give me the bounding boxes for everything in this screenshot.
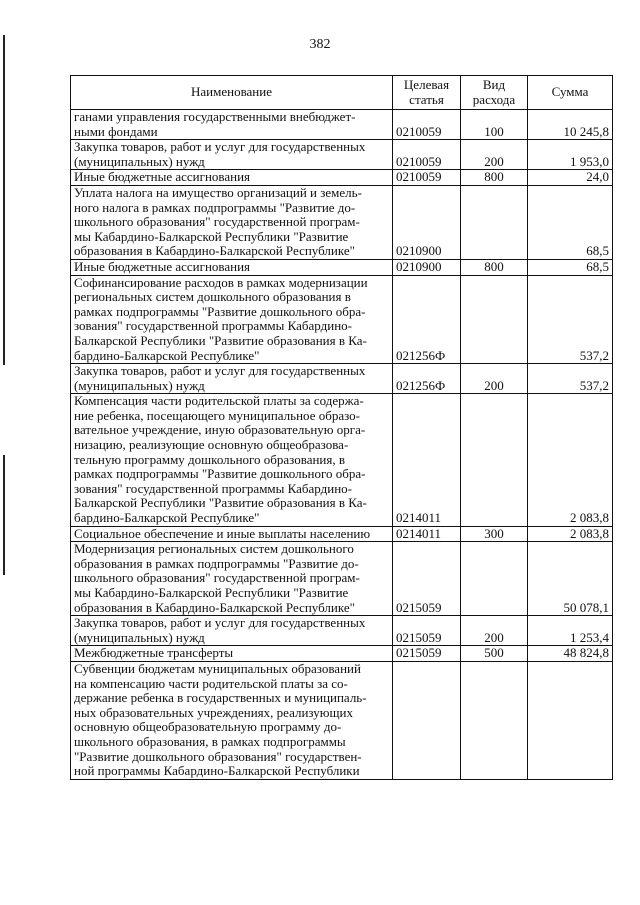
cell-name: Социальное обеспечение и иные выплаты населению bbox=[71, 526, 393, 542]
cell-sum bbox=[528, 661, 613, 779]
cell-code bbox=[393, 661, 461, 779]
cell-kind bbox=[461, 275, 528, 364]
table-row bbox=[71, 646, 613, 662]
cell-code: 021256Ф bbox=[393, 275, 461, 364]
table-row bbox=[71, 661, 613, 779]
table-row bbox=[71, 110, 613, 140]
cell-sum: 537,2 bbox=[528, 364, 613, 394]
cell-name: Закупка товаров, работ и услуг для государственных (муниципальных) нужд bbox=[71, 364, 393, 394]
cell-code: 0215059 bbox=[393, 542, 461, 616]
cell-sum: 1 953,0 bbox=[528, 140, 613, 170]
cell-code: 0210900 bbox=[393, 259, 461, 275]
cell-sum: 10 245,8 bbox=[528, 110, 613, 140]
header-sum: Сумма bbox=[528, 76, 613, 110]
cell-name: Софинансирование расходов в рамках модернизации региональных систем дошкольного образования в рамках подпрограммы "Развитие дошкольного обра- зования" государственной программы Кабардино- Балкарской Республики "Развитие образования в Ка- бардино-Балкарской Республике" bbox=[71, 275, 393, 364]
cell-code: 0214011 bbox=[393, 394, 461, 526]
header-row bbox=[71, 76, 613, 110]
cell-code: 0210059 bbox=[393, 170, 461, 186]
cell-sum: 68,5 bbox=[528, 259, 613, 275]
margin-mark-top bbox=[3, 35, 5, 365]
table-row bbox=[71, 526, 613, 542]
cell-kind: 800 bbox=[461, 170, 528, 186]
cell-code: 0210900 bbox=[393, 185, 461, 259]
header-code: Целевая статья bbox=[393, 76, 461, 110]
cell-kind: 800 bbox=[461, 259, 528, 275]
cell-code: 0214011 bbox=[393, 526, 461, 542]
cell-name: Закупка товаров, работ и услуг для государственных (муниципальных) нужд bbox=[71, 616, 393, 646]
cell-kind: 200 bbox=[461, 140, 528, 170]
margin-mark-bottom bbox=[3, 455, 5, 575]
cell-name: Субвенции бюджетам муниципальных образований на компенсацию части родительской платы за со- держание ребенка в государственных и муниципаль- ных образовательных учреждениях, реализующих основную общеобразовательную программу до- школьного образования, в рамках подпрограммы "Развитие дошкольного образования" государствен- ной программы Кабардино-Балкарской Республики bbox=[71, 661, 393, 779]
table-row bbox=[71, 275, 613, 364]
cell-sum: 2 083,8 bbox=[528, 526, 613, 542]
table-row bbox=[71, 140, 613, 170]
cell-sum: 68,5 bbox=[528, 185, 613, 259]
cell-name: Уплата налога на имущество организаций и земель- ного налога в рамках подпрограммы "Развитие до- школьного образования" государственной програм- мы Кабардино-Балкарской Республики "Развитие образования в Кабардино-Балкарской Республике" bbox=[71, 185, 393, 259]
cell-name: Иные бюджетные ассигнования bbox=[71, 170, 393, 186]
cell-sum: 1 253,4 bbox=[528, 616, 613, 646]
cell-name: Компенсация части родительской платы за содержа- ние ребенка, посещающего муниципальное образо- вательное учреждение, иную образовательную орга- низацию, реализующие основную общеобразова- тельную программу дошкольного образования, в рамках подпрограммы "Развитие дошкольного обра- зования" государственной программы Кабардино- Балкарской Республики "Развитие образования в Ка- бардино-Балкарской Республике" bbox=[71, 394, 393, 526]
cell-kind: 200 bbox=[461, 364, 528, 394]
table-row bbox=[71, 259, 613, 275]
cell-name: ганами управления государственными внебюджет- ными фондами bbox=[71, 110, 393, 140]
header-name: Наименование bbox=[71, 76, 393, 110]
table-row bbox=[71, 542, 613, 616]
cell-code: 021256Ф bbox=[393, 364, 461, 394]
cell-name: Закупка товаров, работ и услуг для государственных (муниципальных) нужд bbox=[71, 140, 393, 170]
cell-kind: 500 bbox=[461, 646, 528, 662]
cell-sum: 537,2 bbox=[528, 275, 613, 364]
cell-kind bbox=[461, 185, 528, 259]
page-number: 382 bbox=[309, 37, 331, 52]
cell-sum: 50 078,1 bbox=[528, 542, 613, 616]
cell-code: 0210059 bbox=[393, 110, 461, 140]
table-row bbox=[71, 170, 613, 186]
cell-sum: 48 824,8 bbox=[528, 646, 613, 662]
cell-kind: 300 bbox=[461, 526, 528, 542]
cell-code: 0215059 bbox=[393, 616, 461, 646]
cell-kind: 100 bbox=[461, 110, 528, 140]
cell-kind bbox=[461, 542, 528, 616]
cell-name: Межбюджетные трансферты bbox=[71, 646, 393, 662]
header-kind: Вид расхода bbox=[461, 76, 528, 110]
cell-kind bbox=[461, 394, 528, 526]
cell-kind: 200 bbox=[461, 616, 528, 646]
table-row bbox=[71, 394, 613, 526]
table-row bbox=[71, 364, 613, 394]
cell-code: 0210059 bbox=[393, 140, 461, 170]
cell-name: Модернизация региональных систем дошкольного образования в рамках подпрограммы "Развитие до- школьного образования" государственной програм- мы Кабардино-Балкарской Республики "Развитие образования в Кабардино-Балкарской Республике" bbox=[71, 542, 393, 616]
budget-table bbox=[70, 75, 613, 780]
cell-name: Иные бюджетные ассигнования bbox=[71, 259, 393, 275]
cell-sum: 24,0 bbox=[528, 170, 613, 186]
cell-code: 0215059 bbox=[393, 646, 461, 662]
cell-kind bbox=[461, 661, 528, 779]
cell-sum: 2 083,8 bbox=[528, 394, 613, 526]
table-row bbox=[71, 616, 613, 646]
table-row bbox=[71, 185, 613, 259]
